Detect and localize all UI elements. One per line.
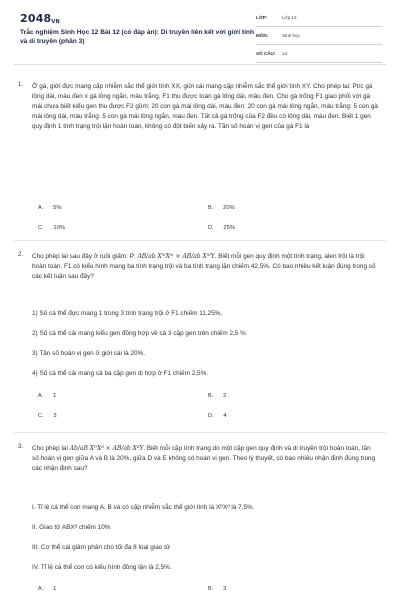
meta-label: SỐ CÂU: xyxy=(256,51,276,56)
meta-value: Sinh học xyxy=(282,33,300,38)
statement: 2) Số cá thể cái mang kiểu gen đồng hợp về cả 3 cặp gen trên chiếm 2,5 % xyxy=(32,330,246,337)
question-text-start: Cho phép lai xyxy=(32,445,70,452)
option-text: 20% xyxy=(223,205,235,211)
option-letter: C. xyxy=(38,225,44,231)
options-row xyxy=(32,225,378,235)
option-letter: A. xyxy=(38,393,44,399)
question-text-start: Cho phép lai sau đây ở ruồi giấm: P: xyxy=(32,253,138,260)
option-b[interactable] xyxy=(208,205,235,211)
option-d[interactable] xyxy=(208,225,235,231)
option-letter: D. xyxy=(208,225,214,231)
option-c[interactable] xyxy=(38,225,65,231)
statement: IV. Tỉ lệ cá thể con có kiểu hình đồng lặn là 2,5%. xyxy=(32,564,172,571)
site-logo[interactable] xyxy=(20,12,60,25)
option-b[interactable] xyxy=(208,393,226,399)
option-letter: B. xyxy=(208,393,214,399)
question-text: Ở gà, giới đực mang cặp nhiễm sắc thể giới tính XX, giới cái mang cặp nhiễm sắc thể giới tính XY. Cho phép lai: Pt/c gà lông dài, màu đen x gà lông ngắn, màu trắng, F1 thu được toàn gà lông dài, màu đen. Cho gà trống F1 giao phối với gà mái chưa biết kiểu gen thu được F2 gồm: 20 con gà mái lông dài, màu đen: 20 con gà mái lông ngắn, màu trắng: 5 con gà mái lông dài, màu trắng: 5 con gà mái lông ngắn, màu đen. Tất cả gà trống của F2 đều có lông dài, màu đen. Biết 1 gen quy định 1 tính trạng trội lặn hoàn toàn, không có đột biến xảy ra. Tần số hoán vị gen của gà F1 là xyxy=(32,83,378,130)
logo-text: 2048 xyxy=(20,12,52,25)
statement: I. Tỉ lệ cá thể con mang A, B và có cặp nhiễm sắc thể giới tính là XᴰXᵈ là 7,5%. xyxy=(32,504,255,511)
meta-label: MÔN: xyxy=(256,33,269,38)
question-number: 2. xyxy=(18,252,24,258)
meta-value: 14 xyxy=(282,51,288,56)
options-row xyxy=(32,586,378,596)
option-c[interactable] xyxy=(38,413,57,419)
meta-value: Lớp 12 xyxy=(282,15,297,20)
options-row xyxy=(32,205,378,215)
question-number: 3. xyxy=(18,444,24,450)
option-letter: D. xyxy=(208,413,214,419)
option-text: 1 xyxy=(53,586,57,592)
question-text xyxy=(32,444,378,474)
options-row xyxy=(32,393,378,403)
question-text xyxy=(32,252,378,282)
question-text-end: . Biết mỗi cặp tính trạng do một cặp gen quy định và di truyền trội hoàn toàn, tần số hoán vị gen giữa A và B là 20%, giữa D và E không có hoán vị gen. Theo lý thuyết, có bao nhiêu nhận định đúng trong các nhận định sau? xyxy=(32,445,376,472)
option-text: 4 xyxy=(223,413,227,419)
meta-row-count xyxy=(256,48,382,63)
option-letter: A. xyxy=(38,205,44,211)
option-letter: B. xyxy=(208,205,214,211)
question-divider xyxy=(14,240,386,241)
option-a[interactable] xyxy=(38,205,61,211)
option-letter: C. xyxy=(38,413,44,419)
option-d[interactable] xyxy=(208,413,227,419)
option-text: 1 xyxy=(53,393,57,399)
meta-panel xyxy=(256,12,382,66)
question-number: 1. xyxy=(18,82,24,88)
statement: 3) Tần số hoán vị gen ở giới cái là 20%. xyxy=(32,350,146,357)
option-text: 3 xyxy=(53,413,57,419)
option-text: 25% xyxy=(223,225,236,231)
option-text: 3 xyxy=(223,586,227,592)
statement: 1) Số cá thể đực mang 1 trong 3 tính trạng trội ở F1 chiếm 11,25%. xyxy=(32,310,223,317)
option-text: 5% xyxy=(53,205,62,211)
meta-label: LỚP: xyxy=(256,15,268,20)
option-letter: B. xyxy=(208,586,214,592)
option-text: 10% xyxy=(53,225,66,231)
options-row xyxy=(32,413,378,423)
header-divider xyxy=(14,64,386,65)
cross-formula: AB/ab XᴹXᵐ × AB/ab XᴹY xyxy=(137,253,215,260)
cross-formula: Ab/aB XᴰXᵈ × AB/ab XᵈY xyxy=(69,445,144,452)
page-title: Trắc nghiệm Sinh Học 12 Bài 12 (có đáp án): Di truyền liên kết với giới tính và di truyền (phần 3) xyxy=(20,29,254,45)
option-text: 2 xyxy=(223,393,227,399)
meta-row-subject xyxy=(256,30,382,45)
statement: 4) Số cá thể cái mang cả ba cặp gen dị hợp ở F1 chiếm 2,5%. xyxy=(32,370,209,377)
statement: III. Cơ thể cái giảm phân cho tối đa 8 loại giao tử xyxy=(32,544,171,551)
option-letter: A. xyxy=(38,586,44,592)
question-text-end: . Biết mỗi gen quy định một tính trạng, alen trội là trội hoàn toàn, F1 có kiểu hình mang ba tính trạng trội và ba tính trạng lặn chiếm 42,5%. Có bao nhiêu kết luận đúng trong số các kết luận sau đây? xyxy=(32,253,376,280)
option-a[interactable] xyxy=(38,393,56,399)
question-divider xyxy=(14,432,386,433)
option-b[interactable] xyxy=(208,586,226,592)
logo-suffix: VN xyxy=(51,19,60,25)
statement: II. Giao tử ABXᵈ chiếm 10% xyxy=(32,524,111,531)
meta-row-grade xyxy=(256,12,382,27)
option-a[interactable] xyxy=(38,586,56,592)
